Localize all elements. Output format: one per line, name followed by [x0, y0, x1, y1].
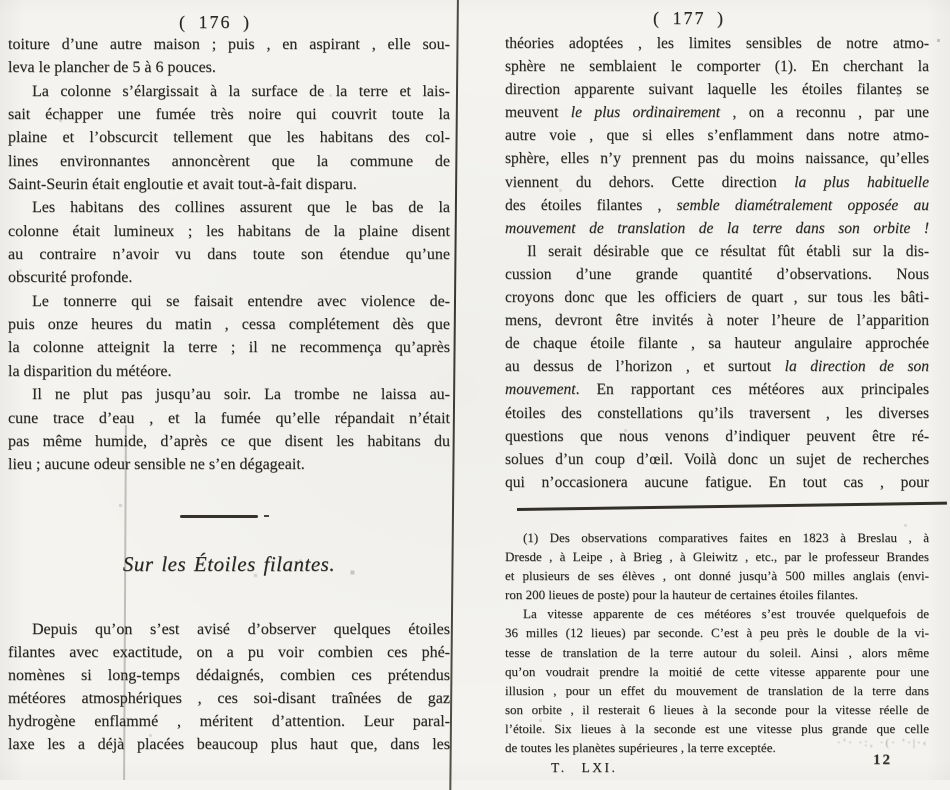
text-line: ron 200 lieues de poste) pour la hauteur de certaines étoiles filantes.: [505, 587, 859, 603]
text-line: obscurité profonde.: [8, 269, 133, 287]
paragraph: [8, 33, 450, 80]
text-line: toiture d’une autre maison ; puis , en aspirant , elle sou-: [8, 36, 450, 53]
text-line: théories adoptées , les limites sensibles de notre atmo-: [505, 35, 929, 52]
right-page-footnotes: [505, 528, 929, 757]
text-line: des étoiles filantes , semble diamétralement opposée au: [505, 196, 929, 214]
text-line: plaine et l’obscurcit tellement que les habitans des col-: [8, 129, 450, 147]
text-line: filantes avec exactitude, on a pu voir combien ces phé-: [8, 644, 450, 662]
footnote-separator-rule: [517, 502, 947, 511]
text-line: cussion d’une grande quantité d’observations. Nous: [505, 265, 929, 283]
text-line: hydrogène enflammé , méritent d’attention. Leur paral-: [8, 713, 450, 731]
text-line: Saint-Seurin était engloutie et avait tout-à-fait disparu.: [8, 176, 357, 194]
volume-signature-mark: T. LXI.: [551, 760, 618, 775]
text-line: qui n’occasionera aucune fatigue. En tout cas , pour: [505, 473, 929, 491]
text-line: de toutes les planètes supérieures , la terre exceptée.: [505, 740, 776, 756]
text-line: Il ne plut pas jusqu’au soir. La trombe ne laissa au-: [32, 386, 450, 404]
text-line: laxe les a déjà placées beaucoup plus haut que, dans les: [8, 736, 450, 754]
paragraph: [8, 196, 450, 289]
text-line: direction apparente suivant laquelle les étoiles filantes se: [505, 81, 929, 99]
text-line: Dresde , à Leipe , à Brieg , à Gleiwitz , etc., par le professeur Brandes: [505, 549, 929, 565]
text-line: cune trace d’eau , et la fumée qu’elle répandait n’était: [8, 409, 450, 427]
text-line: lines environnantes annoncèrent que la commune de: [8, 152, 450, 170]
text-line: illusion , pour un effet du mouvement de translation de la terre dans: [505, 682, 929, 698]
paragraph: [505, 32, 929, 240]
paragraph: [8, 80, 450, 197]
section-heading: Sur les Étoiles filantes.: [122, 552, 336, 576]
text-line: son orbite , il resterait 6 lieues à la seconde pour la vitesse réelle de: [505, 701, 929, 717]
text-line: (1) Des observations comparatives faites en 1823 à Breslau , à: [523, 530, 929, 545]
paragraph: [8, 383, 450, 476]
left-page-upper-text: [8, 33, 450, 477]
paragraph: [505, 604, 929, 757]
left-page-lower-text: [8, 618, 450, 757]
text-line: étoiles des constellations qu’ils traversent , les diverses: [505, 404, 929, 422]
ink-smudge-artifact: ·’· ·:‚ ·(· ’·|·‹: [837, 737, 929, 749]
text-line: La vitesse apparente de ces météores s’est trouvée quelquefois de: [523, 606, 929, 622]
text-line: sphère, elles n’y prennent pas du moins naissance, qu’elles: [505, 150, 929, 168]
text-line: l’étoile. Six lieues à la seconde est une vitesse plus grande que celle: [505, 720, 929, 736]
text-line: meuvent le plus ordinairement , on a reconnu , par une: [505, 104, 929, 122]
text-line: solues d’un coup d’œil. Voilà donc un sujet de recherches: [505, 450, 929, 468]
text-line: questions que nous venons d’indiquer peuvent être ré-: [505, 427, 929, 445]
text-line: météores atmosphériques , ces soi-disant traînées de gaz: [8, 690, 450, 708]
text-line: nomènes si long-temps dédaignés, combien ces prétendus: [8, 667, 450, 685]
text-line: lieu ; aucune odeur sensible ne s’en dégageait.: [8, 456, 305, 474]
paragraph: [505, 240, 929, 494]
text-line: Les habitans des collines assurent que le bas de la: [32, 199, 450, 217]
section-separator-rule: [180, 515, 258, 518]
left-page-176: [8, 0, 450, 780]
text-line: Il serait désirable que ce résultat fût établi sur la dis-: [527, 242, 929, 260]
text-line: colonne était lumineux ; les habitans de la plaine disent: [8, 222, 450, 240]
text-line: tesse de translation de la terre autour du soleil. Ainsi , alors même: [505, 644, 929, 660]
text-line: la colonne atteignit la terre ; il ne recommença qu’après: [8, 339, 450, 357]
text-line: leva le plancher de 5 à 6 pouces.: [8, 59, 216, 77]
text-line: mouvement de translation de la terre dans son orbite !: [505, 219, 929, 237]
left-page-number-header: ( 176 ): [179, 12, 251, 32]
text-line: sait échapper une fumée très noire qui couvrit toute la: [8, 106, 450, 124]
text-line: au contraire n’avoir vu dans toute son étendue qu’une: [8, 246, 450, 264]
text-line: croyons donc que les officiers de quart , sur tous les bâti-: [505, 289, 929, 307]
text-line: puis onze heures du matin , cessa complétement dès que: [8, 316, 450, 334]
text-line: mouvement. En rapportant ces météores aux principales: [505, 381, 929, 399]
text-line: de chaque étoile filante , sa hauteur angulaire approchée: [505, 335, 929, 353]
text-line: autre voie , que si elles s’enflamment dans notre atmo-: [505, 127, 929, 145]
sheet-signature-number: 12: [873, 752, 892, 768]
paragraph: [505, 528, 929, 604]
page-gutter-divider-line: [449, 0, 459, 790]
paper-speckle-noise: [0, 0, 1, 1]
text-line: Depuis qu’on s’est avisé d’observer quelques étoiles: [32, 621, 450, 638]
text-line: sphère ne semblaient le comporter (1). En cherchant la: [505, 58, 929, 76]
text-line: mens, devront être invités à noter l’heure de l’apparition: [505, 312, 929, 330]
right-page-177: [505, 0, 929, 780]
text-line: qu’on voudrait prendre la moitié de cette vitesse apparente pour une: [505, 663, 929, 679]
right-page-main-text: [505, 32, 929, 494]
text-line: et plusieurs de ses élèves , ont donné jusqu’à 500 milles anglais (envi-: [505, 568, 929, 584]
text-line: La colonne s’élargissait à la surface de la terre et lais-: [32, 82, 450, 100]
text-line: au dessus de l’horizon , et surtout la direction de son: [505, 358, 929, 376]
text-line: viennent du dehors. Cette direction la plus habituelle: [505, 173, 929, 191]
right-page-number-header: ( 177 ): [653, 8, 725, 28]
text-line: la disparition du météore.: [8, 362, 172, 380]
text-line: 36 milles (12 lieues) par seconde. C’est à peu près le double de la vi-: [505, 625, 929, 641]
paragraph: [8, 290, 450, 383]
text-line: Le tonnerre qui se faisait entendre avec violence de-: [32, 292, 450, 310]
paragraph: [8, 618, 450, 757]
text-line: pas même humide, d’après ce que disent les habitans du: [8, 432, 450, 450]
